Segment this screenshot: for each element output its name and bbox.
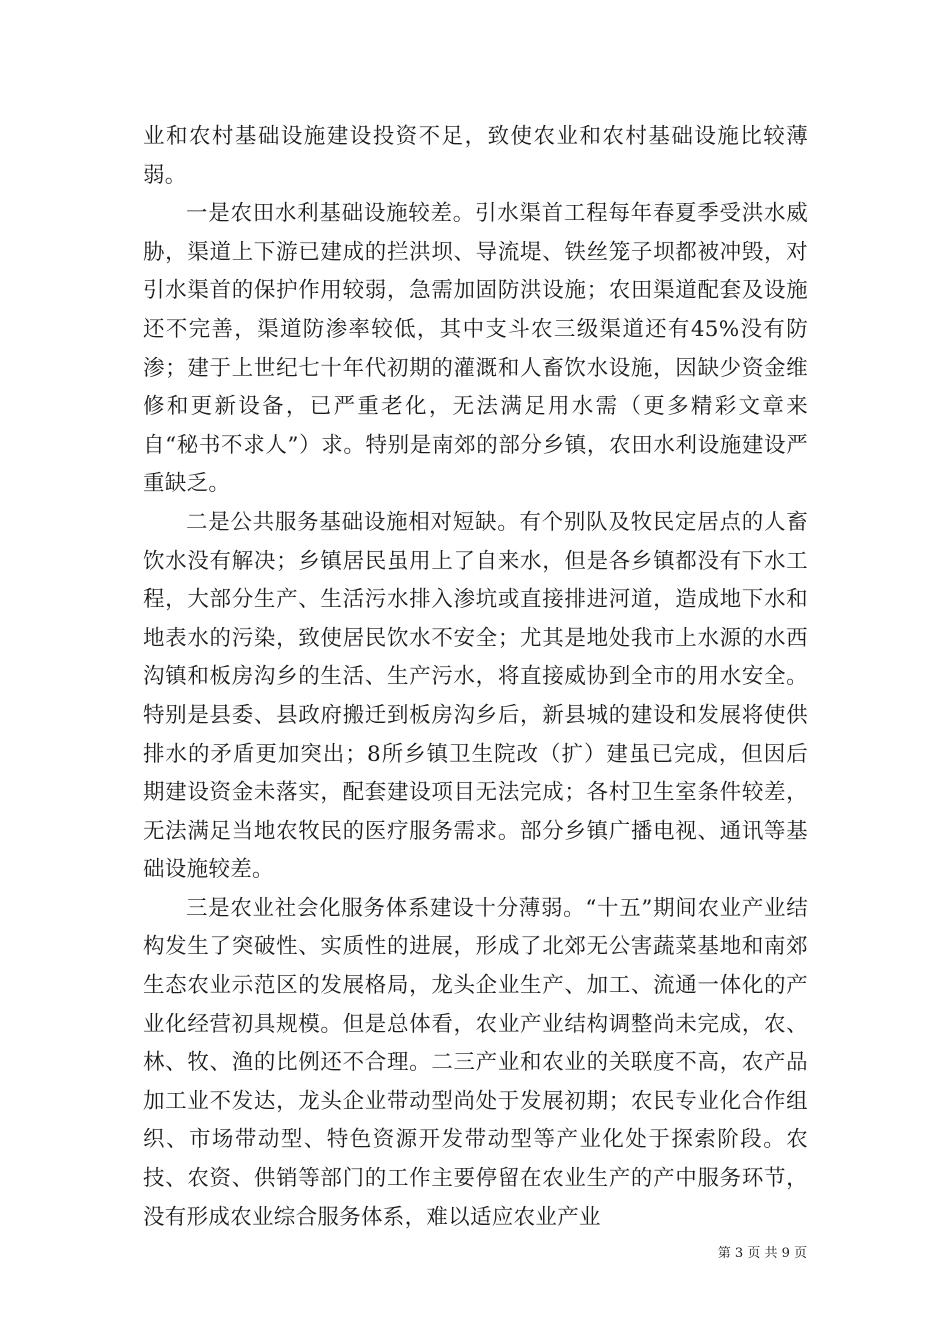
paragraph-continuation: 业和农村基础设施建设投资不足，致使农业和农村基础设施比较薄弱。	[143, 124, 808, 188]
paragraph-public-services: 二是公共服务基础设施相对短缺。有个别队及牧民定居点的人畜饮水没有解决；乡镇居民虽用上了自来水，但是各乡镇都没有下水工程，大部分生产、生活污水排入渗坑或直接排进河道，造成地下水和地表水的污染，致使居民饮水不安全；尤其是地处我市上水源的水西沟镇和板房沟乡的生活、生产污水，将直接威协到全市的用水安全。特别是县委、县政府搬迁到板房沟乡后，新县城的建设和发展将使供排水的矛盾更加突出；8所乡镇卫生院改（扩）建虽已完成，但因后期建设资金未落实，配套建设项目无法完成；各村卫生室条件较差，无法满足当地农牧民的医疗服务需求。部分乡镇广播电视、通讯等基础设施较差。	[143, 509, 808, 883]
page-number-footer: 第 3 页 共 9 页	[717, 1246, 807, 1261]
document-body	[143, 118, 808, 1237]
paragraph-farmland-irrigation: 一是农田水利基础设施较差。引水渠首工程每年春夏季受洪水威胁，渠道上下游已建成的拦洪坝、导流堤、铁丝笼子坝都被冲毁，对引水渠首的保护作用较弱，急需加固防洪设施；农田渠道配套及设施还不完善，渠道防渗率较低，其中支斗农三级渠道还有45%没有防渗；建于上世纪七十年代初期的灌溉和人畜饮水设施，因缺少资金维修和更新设备，已严重老化，无法满足用水需（更多精彩文章来自“秘书不求人”）求。特别是南郊的部分乡镇，农田水利设施建设严重缺乏。	[143, 201, 808, 497]
paragraph-agricultural-services: 三是农业社会化服务体系建设十分薄弱。“十五”期间农业产业结构发生了突破性、实质性的进展，形成了北郊无公害蔬菜基地和南郊生态农业示范区的发展格局，龙头企业生产、加工、流通一体化的产业化经营初具规模。但是总体看，农业产业结构调整尚未完成，农、林、牧、渔的比例还不合理。二三产业和农业的关联度不高，农产品加工业不发达，龙头企业带动型尚处于发展初期；农民专业化合作组织、市场带动型、特色资源开发带动型等产业化处于探索阶段。农技、农资、供销等部门的工作主要停留在农业生产的产中服务环节，没有形成农业综合服务体系，难以适应农业产业	[143, 895, 808, 1230]
